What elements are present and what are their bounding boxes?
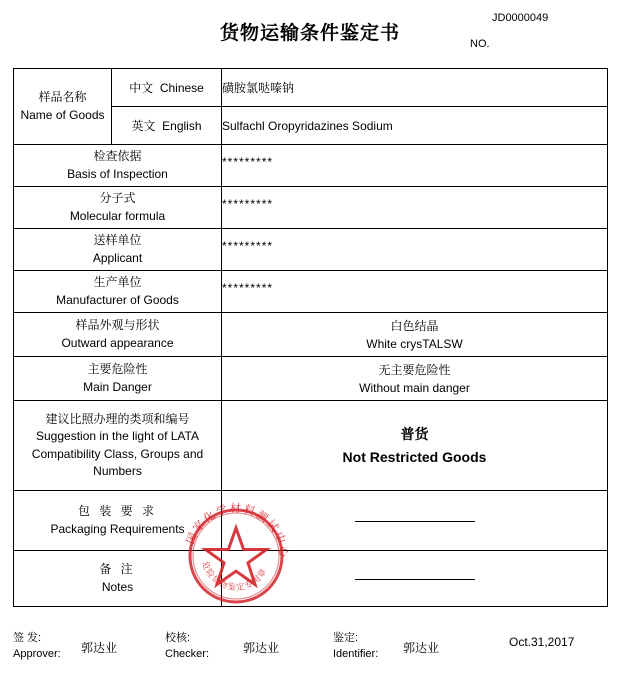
identifier-label: 鉴定: Identifier: [333,632,379,660]
svg-text:国家化学材料测试中心: 国家化学材料测试中心 [183,501,291,560]
issue-date: Oct.31,2017 [509,635,575,649]
row-label-packaging-requirements: 包 装 要 求 Packaging Requirements [14,491,222,551]
document-number-label: NO. [470,38,490,50]
sub-label-english: 英文 English [112,107,222,145]
row-label-name-of-goods: 样品名称 Name of Goods [14,69,112,145]
table-row [14,69,608,107]
value-outward-appearance: 白色结晶 White crysTALSW [222,313,608,357]
table-row [14,491,608,551]
row-label-basis-of-inspection: 检查依据 Basis of Inspection [14,145,222,187]
blank-line [355,579,475,580]
row-label-applicant: 送样单位 Applicant [14,229,222,271]
checker-value: 郭达业 [243,641,280,655]
value-notes [222,551,608,607]
table-row [14,313,608,357]
certificate-table [13,68,607,607]
value-packaging-requirements [222,491,608,551]
page-title: 货物运输条件鉴定书 [219,23,400,44]
value-applicant: ********* [222,229,608,271]
table-row [14,187,608,229]
table-row [14,229,608,271]
table-row [14,401,608,491]
checker-label: 校核: Checker: [165,632,210,660]
row-label-suggestion: 建议比照办理的类项和编号 Suggestion in the light of LATA Compatibility Class, Groups and Numbers [14,401,222,491]
svg-text:危险货物鉴定专用章: 危险货物鉴定专用章 [199,560,270,594]
value-molecular-formula: ********* [222,187,608,229]
value-manufacturer: ********* [222,271,608,313]
value-suggestion: 普货 Not Restricted Goods [222,401,608,491]
value-main-danger: 无主要危险性 Without main danger [222,357,608,401]
value-name-english: Sulfachl Oropyridazines Sodium [222,107,608,145]
table-row [14,357,608,401]
value-name-chinese: 磺胺氯哒嗪钠 [222,69,608,107]
row-label-outward-appearance: 样品外观与形状 Outward appearance [14,313,222,357]
sub-label-chinese: 中文 Chinese [112,69,222,107]
identifier-value: 郭达业 [403,641,440,655]
row-label-notes: 备 注 Notes [14,551,222,607]
signature-footer [13,627,607,667]
document-number-value: JD0000049 [492,12,549,24]
row-label-main-danger: 主要危险性 Main Danger [14,357,222,401]
approver-label: 签 发: Approver: [13,632,61,660]
table-row [14,271,608,313]
table-row [14,551,608,607]
row-label-molecular-formula: 分子式 Molecular formula [14,187,222,229]
approver-value: 郭达业 [81,641,118,655]
value-basis-of-inspection: ********* [222,145,608,187]
row-label-manufacturer: 生产单位 Manufacturer of Goods [14,271,222,313]
blank-line [355,521,475,522]
table-row [14,145,608,187]
